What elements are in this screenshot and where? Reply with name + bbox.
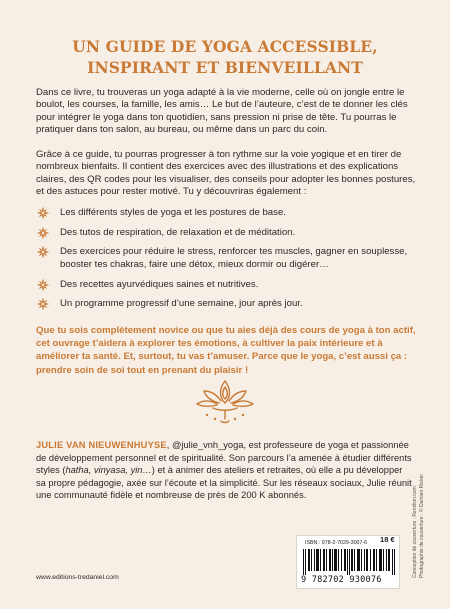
sun-flower-icon: [37, 246, 49, 258]
credits-rotated: [412, 473, 425, 578]
title-line-1: UN GUIDE DE YOGA ACCESSIBLE,: [72, 37, 378, 56]
credit-design: Conception de couverture : Remilion.com: [412, 486, 418, 578]
list-item: [36, 227, 428, 239]
list-item-text: Les différents styles de yoga et les postures de base.: [60, 207, 286, 218]
features-list: [36, 207, 428, 318]
cover-title: [30, 36, 420, 78]
sun-flower-icon: [37, 298, 49, 310]
barcode-icon: [303, 549, 395, 575]
bio-text-part1: , @julie_vnh_yoga, est professeure de yoga et passionnée de développement personnel et de spiritualité. Son parcours l’a amenée à étudier différents styles (: [36, 440, 412, 476]
credit-photo: Photographie de couverture : © Damien Rieker: [418, 473, 425, 578]
list-item-text: Des exercices pour réduire le stress, renforcer tes muscles, gagner en souplesse, booster tes chakras, faire une détox, mieux dormir ou digérer…: [60, 246, 408, 270]
sun-flower-icon: [37, 227, 49, 239]
list-item-text: Des recettes ayurvédiques saines et nutritives.: [60, 278, 259, 290]
second-paragraph: Grâce à ce guide, tu pourras progresser à ton rythme sur la voie yogique et en tirer de nombreux bienfaits. Il contient des exercices avec des illustrations et des explications claires, des QR codes pour les visualiser, des conseils pour adopter les bonnes postures, et des astuces pour rester motivé. Tu y découvriras également :: [36, 149, 416, 198]
barcode-digits: 9 782702 930076: [301, 575, 382, 585]
publisher-website: www.editions-tredaniel.com: [36, 574, 119, 581]
lotus-ornament-icon: [193, 377, 257, 425]
list-item: [36, 279, 428, 291]
sun-flower-icon: [37, 279, 49, 291]
list-item: [36, 298, 428, 310]
list-item-text: Des tutos de respiration, de relaxation et de méditation.: [60, 226, 296, 238]
list-item: [36, 207, 428, 219]
price: 18 €: [380, 535, 395, 544]
list-item-text: Un programme progressif d’une semaine, jour après jour.: [60, 298, 303, 310]
highlight-paragraph: Que tu sois complètement novice ou que tu aies déjà des cours de yoga à ton actif, cet ouvrage t’aidera à explorer tes émotions, à cultiver la paix intérieure et à améliorer ta santé. Et, surtout, tu vas t’amuser. Parce que le yoga, c’est aussi ça : prendre soin de soi tout en prenant du plaisir !: [36, 325, 416, 376]
isbn-text: ISBN : 978-2-7029-3007-6: [305, 540, 368, 546]
author-name: JULIE VAN NIEUWENHUYSE: [36, 440, 167, 450]
bio-text-part2: ) et à animer des ateliers et retraites, où elle a pu développer sa propre pédagogie, axée sur l’écoute et la simplicité. Sur les réseaux sociaux, Julie réunit une communauté fidèle et nombreuse de près de 200 K abonnés.: [36, 465, 412, 501]
sun-flower-icon: [37, 207, 49, 219]
cover-credits: [412, 473, 450, 578]
author-bio: [36, 439, 414, 502]
intro-paragraph: Dans ce livre, tu trouveras un yoga adapté à la vie moderne, celle où on jongle entre le boulot, les courses, la famille, les amis… Le but de l’auteure, c’est de te donner les clés pour intégrer le yoga dans ton quotidien, sans pression ni prise de tête. Tu pourras le pratiquer dans ton salon, au bureau, ou même dans un parc du coin.: [36, 87, 408, 136]
title-line-2: INSPIRANT ET BIENVEILLANT: [87, 58, 363, 77]
list-item: [36, 246, 428, 271]
bio-styles: hatha, vinyasa, yin…: [65, 465, 152, 476]
